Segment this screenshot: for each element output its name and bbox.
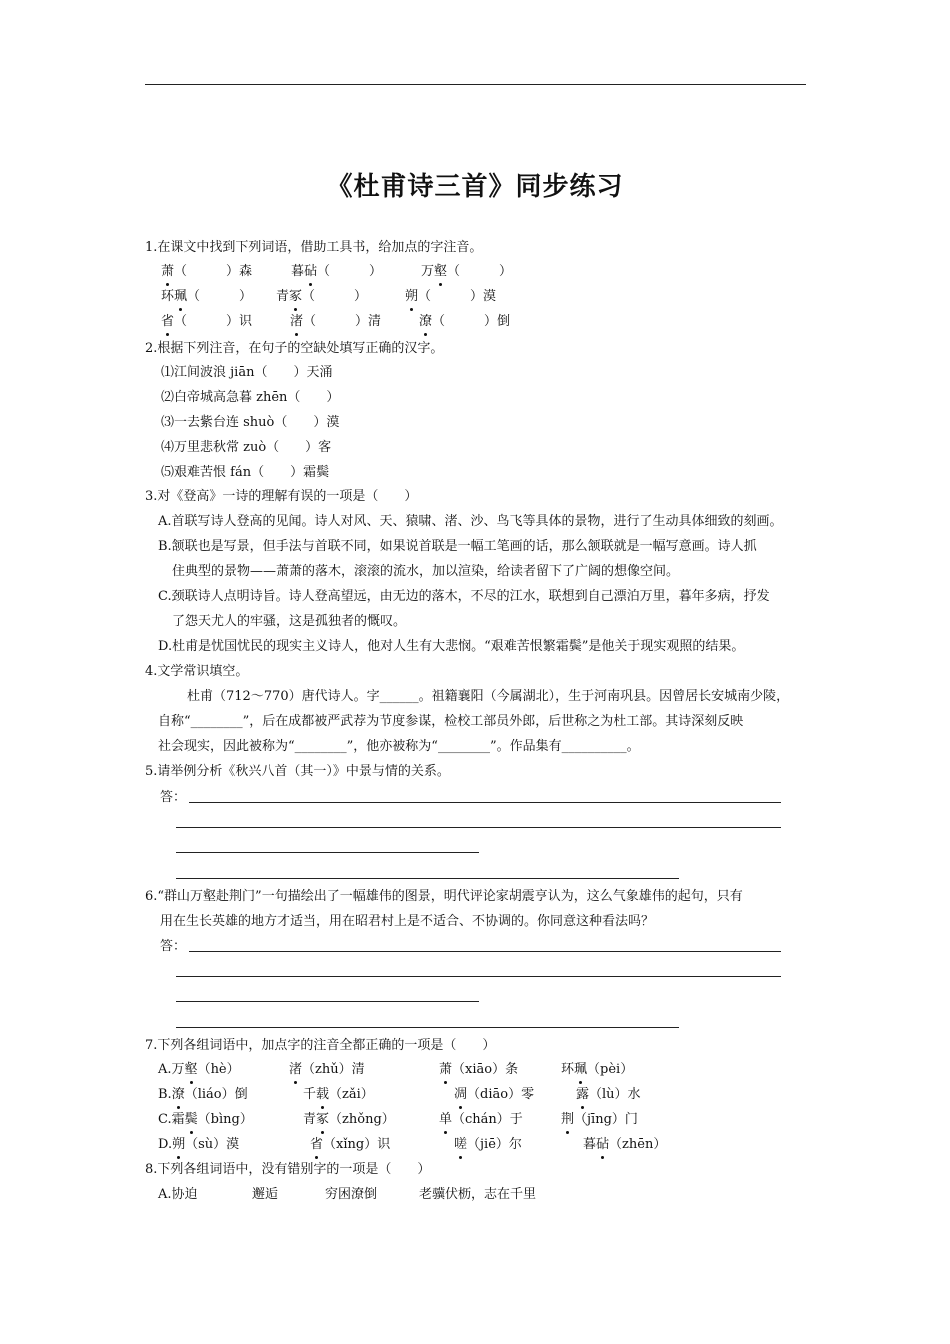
dotted-char: 萧 xyxy=(161,264,175,279)
q1-row2-item1: 环珮（ ） xyxy=(161,289,253,304)
dotted-char: 潦 xyxy=(419,314,433,329)
q8-option-a-word: 穷困潦倒 xyxy=(325,1187,378,1202)
dotted-char: 珮 xyxy=(574,1062,588,1077)
q7-option-c-item: 单（chán）于 xyxy=(439,1112,523,1127)
q1-row1-item2: 暮砧（ ） xyxy=(291,264,383,279)
q7-option-a-item: 萧（xiāo）条 xyxy=(439,1062,519,1077)
dotted-char: 鬓 xyxy=(184,1112,198,1127)
q5-answer-label: 答： xyxy=(160,790,187,805)
q8-option-a-word: 老骥伏枥，志在千里 xyxy=(419,1187,537,1202)
q7-option-d: D.朔（sù）漠 xyxy=(158,1137,240,1152)
dotted-char: 砧 xyxy=(304,264,318,279)
dotted-char: 嗟 xyxy=(454,1137,468,1152)
q6-stem: 6.“群山万壑赴荆门”一句描绘出了一幅雄伟的图景，明代评论家胡震亨认为，这么气象雄伟的起句，只有 xyxy=(145,889,743,904)
dotted-char: 砧 xyxy=(596,1137,610,1152)
q7-option-d-item: 暮砧（zhēn） xyxy=(583,1137,667,1152)
header-rule xyxy=(145,84,806,85)
dotted-char: 露 xyxy=(576,1087,590,1102)
dotted-char: 珮 xyxy=(174,289,188,304)
q8-stem: 8.下列各组词语中，没有错别字的一项是（ ） xyxy=(145,1162,431,1177)
dotted-char: 朔 xyxy=(405,289,419,304)
q6-answer-line[interactable] xyxy=(189,951,781,952)
q7-option-b-item: 露（lù）水 xyxy=(576,1087,641,1102)
q2-item: ⑸艰难苦恨 fán（ ）霜鬓 xyxy=(161,465,330,480)
blank-poetry-title[interactable]: ________ xyxy=(294,739,347,754)
q6-stem-cont: 用在生长英雄的地方才适当，用在昭君村上是不适合、不协调的。你同意这种看法吗？ xyxy=(160,914,655,929)
q1-row3-item3: 潦（ ）倒 xyxy=(419,314,511,329)
q7-option-a-item: 渚（zhǔ）清 xyxy=(289,1062,365,1077)
q3-option-b: B.颔联也是写景，但手法与首联不同，如果说首联是一幅工笔画的话，那么颔联就是一幅写意画。诗人抓 xyxy=(158,539,757,554)
q3-option-b-cont: 住典型的景物——萧萧的落木，滚滚的流水，加以渲染，给读者留下了广阔的想像空间。 xyxy=(172,564,680,579)
dotted-char: 朔 xyxy=(172,1137,186,1152)
q7-option-d-item: 嗟（jiē）尔 xyxy=(454,1137,522,1152)
q7-option-b-item: 凋（diāo）零 xyxy=(454,1087,535,1102)
dotted-char: 渚 xyxy=(290,314,304,329)
q1-row3-item2: 渚（ ）清 xyxy=(290,314,382,329)
dotted-char: 载 xyxy=(316,1087,330,1102)
q1-row2-item2: 青冢（ ） xyxy=(276,289,368,304)
q7-option-c-item: 荆（jīng）门 xyxy=(561,1112,638,1127)
q5-answer-line[interactable] xyxy=(189,802,781,803)
q7-option-b: B.潦（liáo）倒 xyxy=(158,1087,248,1102)
q4-para-line2: 自称“________”，后在成都被严武荐为节度参谋，检校工部员外郎，后世称之为杜工部。其诗深刻反映 xyxy=(158,714,744,729)
q1-row3-item1: 省（ ）识 xyxy=(161,314,253,329)
dotted-char: 省 xyxy=(161,314,175,329)
q2-item: ⑴江间波浪 jiān（ ）天涌 xyxy=(161,365,333,380)
dotted-char: 凋 xyxy=(454,1087,468,1102)
q2-item: ⑵白帝城高急暮 zhēn（ ） xyxy=(161,390,340,405)
q5-answer-line[interactable] xyxy=(176,852,479,853)
dotted-char: 壑 xyxy=(434,264,448,279)
q1-stem: 1.在课文中找到下列词语，借助工具书，给加点的字注音。 xyxy=(145,240,483,255)
dotted-char: 壑 xyxy=(184,1062,198,1077)
dotted-char: 冢 xyxy=(316,1112,330,1127)
q6-answer-line[interactable] xyxy=(176,1027,679,1028)
q5-answer-line[interactable] xyxy=(176,878,679,879)
q3-option-c: C.颈联诗人点明诗旨。诗人登高望远，由无边的落木，不尽的江水，联想到自己漂泊万里，暮年多病，抒发 xyxy=(158,589,770,604)
q4-para-line3: 社会现实，因此被称为“________”，他亦被称为“________”。作品集有__________。 xyxy=(158,739,640,754)
dotted-char: 潦 xyxy=(171,1087,185,1102)
q4-stem: 4.文学常识填空。 xyxy=(145,664,249,679)
dotted-char: 冢 xyxy=(289,289,303,304)
page-title: 《杜甫诗三首》同步练习 xyxy=(326,172,624,202)
q8-option-a-word: A.协迫 xyxy=(158,1187,198,1202)
q7-option-a-item: 环珮（pèi） xyxy=(561,1062,634,1077)
q7-option-a: A.万壑（hè） xyxy=(158,1062,240,1077)
q3-option-d: D.杜甫是忧国忧民的现实主义诗人，他对人生有大悲悯。“艰难苦恨繁霜鬓”是他关于现实观照的结果。 xyxy=(158,639,745,654)
q7-option-c-item: 青冢（zhǒng） xyxy=(303,1112,395,1127)
dotted-char: 荆 xyxy=(561,1112,575,1127)
q2-item: ⑶一去紫台连 shuò（ ）漠 xyxy=(161,415,340,430)
blank-self-title[interactable]: ________ xyxy=(190,714,243,729)
blank-courtesy-name[interactable]: ______ xyxy=(379,689,419,704)
q2-stem: 2.根据下列注音，在句子的空缺处填写正确的汉字。 xyxy=(145,341,444,356)
dotted-char: 单 xyxy=(439,1112,453,1127)
q7-option-b-item: 千载（zǎi） xyxy=(303,1087,374,1102)
q3-stem: 3.对《登高》一诗的理解有误的一项是（ ） xyxy=(145,489,418,504)
dotted-char: 萧 xyxy=(439,1062,453,1077)
q6-answer-label: 答： xyxy=(160,939,187,954)
q1-row1-item3: 万壑（ ） xyxy=(421,264,513,279)
q3-option-c-cont: 了怨天尤人的牢骚，这是孤独者的慨叹。 xyxy=(172,614,407,629)
q5-answer-line[interactable] xyxy=(176,827,781,828)
blank-collection[interactable]: __________ xyxy=(561,739,627,754)
q7-stem: 7.下列各组词语中，加点字的注音全都正确的一项是（ ） xyxy=(145,1038,496,1053)
q6-answer-line[interactable] xyxy=(176,1001,479,1002)
dotted-char: 渚 xyxy=(289,1062,303,1077)
q7-option-d-item: 省（xǐng）识 xyxy=(310,1137,391,1152)
q1-row1-item1: 萧（ ）森 xyxy=(161,264,253,279)
q1-row2-item3: 朔（ ）漠 xyxy=(405,289,497,304)
dotted-char: 省 xyxy=(310,1137,324,1152)
q6-answer-line[interactable] xyxy=(176,976,781,977)
q5-stem: 5.请举例分析《秋兴八首（其一）》中景与情的关系。 xyxy=(145,764,450,779)
q3-option-a: A.首联写诗人登高的见闻。诗人对风、天、猿啸、渚、沙、鸟飞等具体的景物，进行了生动具体细致的刻画。 xyxy=(158,514,783,529)
blank-poet-title[interactable]: ________ xyxy=(437,739,490,754)
q8-option-a-word: 邂逅 xyxy=(252,1187,279,1202)
q2-item: ⑷万里悲秋常 zuò（ ）客 xyxy=(161,440,332,455)
q4-para-line1: 杜甫（712～770）唐代诗人。字______。祖籍襄阳（今属湖北），生于河南巩县。因曾居长安城南少陵， xyxy=(187,689,790,704)
q7-option-c: C.霜鬓（bìng） xyxy=(158,1112,253,1127)
